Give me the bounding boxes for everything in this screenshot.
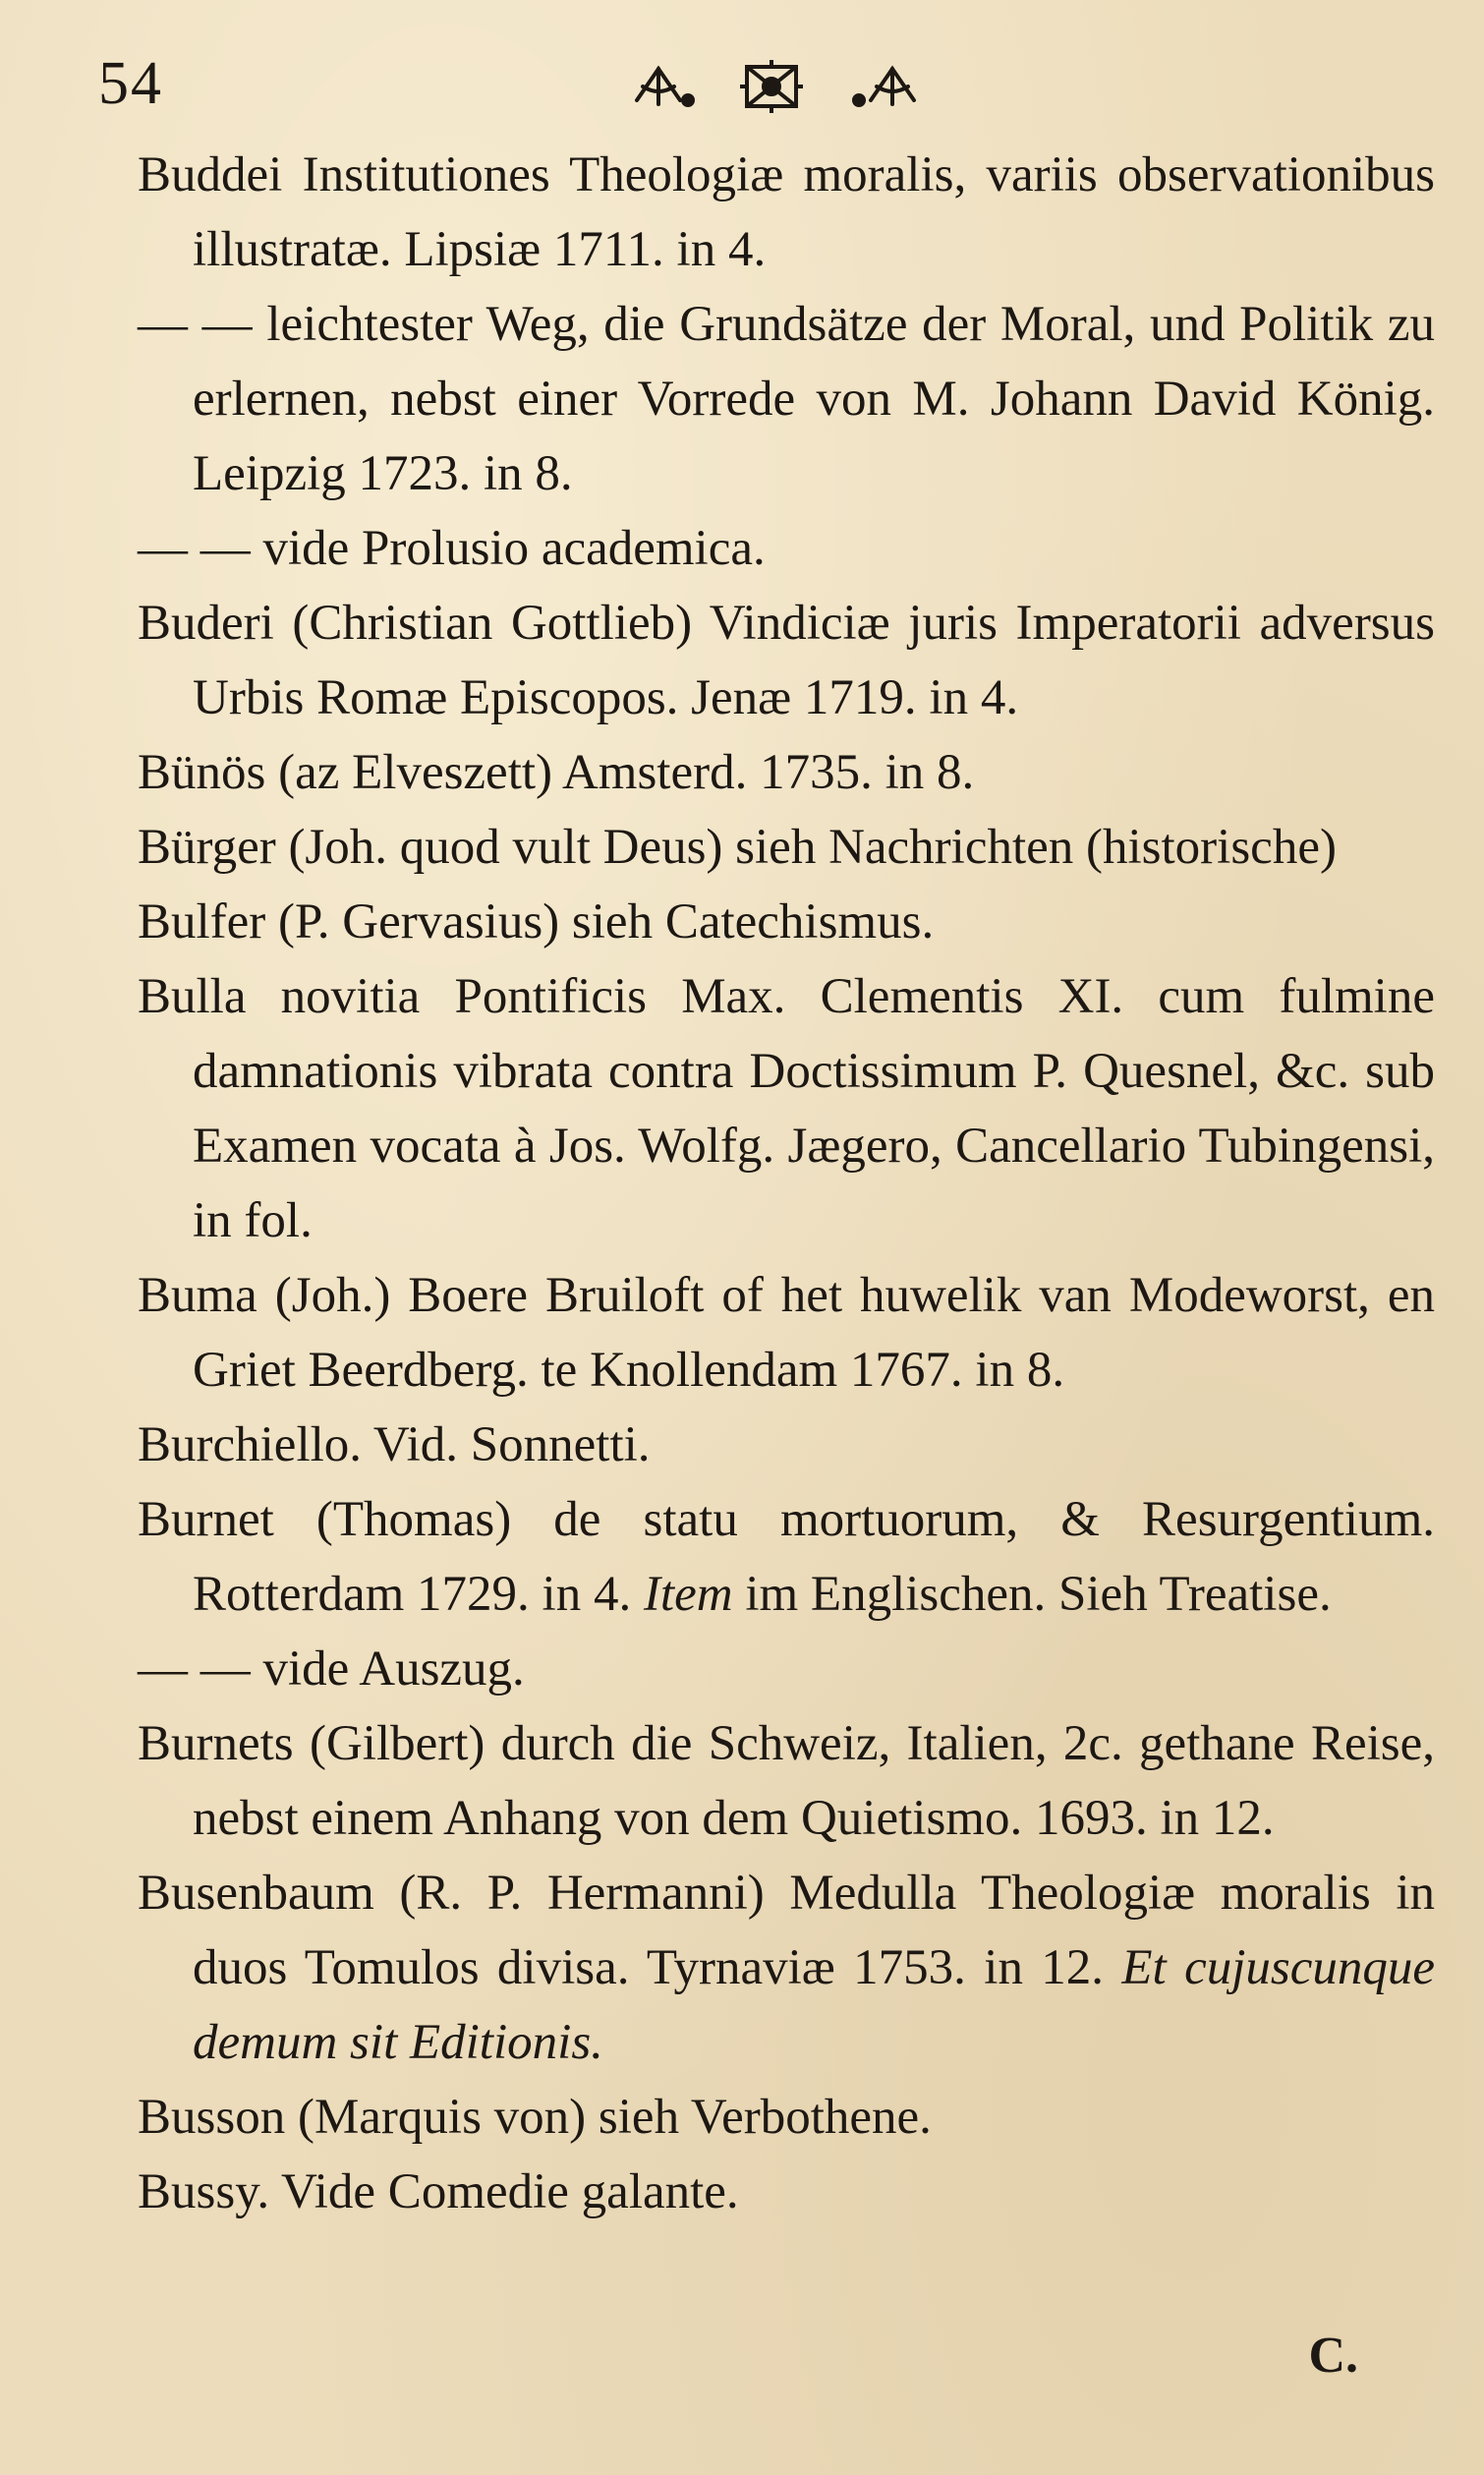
catalog-entry-buma: Buma (Joh.) Boere Bruiloft of het huwelik van Modeworst, en Griet Beerdberg. te Knollendam 1767. in 8. [138,1268,1435,1398]
catalog-entry-burnet-thomas [138,1482,1435,1632]
catalog-entry-bulla: Bulla novitia Pontificis Max. Clementis XI. cum fulmine damnationis vibrata contra Doctissimum P. Quesnel, &c. sub Examen vocata à Jos. Wolfg. Jægero, Cancellario Tubingensi, in fol. [138,969,1435,1248]
entry-italic: Et cujuscunque demum sit Editionis. [193,1940,1436,2070]
catalog-entry-busenbaum [138,1856,1435,2080]
catchword: C. [1308,2328,1358,2384]
catalog-entry-buderi: Buderi (Christian Gottlieb) Vindiciæ juris Imperatorii adversus Urbis Romæ Episcopos. Jenæ 1719. in 4. [138,596,1435,725]
catalog-entry-buddei-institutiones: Buddei Institutiones Theologiæ moralis, variis observationibus illustratæ. Lipsiæ 1711. in 4. [138,147,1435,277]
entry-text: Burnet (Thomas) de statu mortuorum, & Resurgentium. Rotterdam 1729. in 4. [138,1492,1435,1622]
catalog-entry-burnets-gilbert: Burnets (Gilbert) durch die Schweiz, Italien, 2c. gethane Reise, nebst einem Anhang von dem Quietismo. 1693. in 12. [138,1716,1435,1846]
catalog-entry-burchiello: Burchiello. Vid. Sonnetti. [138,1417,651,1472]
catalog-entry-buddei-prolusio: — — vide Prolusio academica. [138,521,766,576]
entry-tail: im Englischen. Sieh Treatise. [745,1567,1332,1622]
entry-italic: Item [643,1567,733,1622]
catalog-entry-bunos: Bünös (az Elveszett) Amsterd. 1735. in 8. [138,745,975,800]
catalog-entry-burger: Bürger (Joh. quod vult Deus) sieh Nachrichten (historische) [138,820,1337,875]
catalog-entry-busson: Busson (Marquis von) sieh Verbothene. [138,2090,932,2145]
catalog-entry-buddei-weg: — — leichtester Weg, die Grundsätze der Moral, und Politik zu erlernen, nebst einer Vorrede von M. Johann David König. Leipzig 1723. in 8. [138,297,1435,501]
entry-text: Busenbaum (R. P. Hermanni) Medulla Theologiæ moralis in duos Tomulos divisa. Tyrnaviæ 1753. in 12. [138,1866,1435,1995]
page-number: 54 [98,50,163,117]
page-header [0,39,1484,128]
catalog-entries [138,138,1435,2229]
fleuron-ornament-icon [629,57,924,116]
catalog-entry-bussy: Bussy. Vide Comedie galante. [138,2164,739,2219]
catalog-entry-bulfer: Bulfer (P. Gervasius) sieh Catechismus. [138,894,935,950]
catalog-entry-burnet-auszug: — — vide Auszug. [138,1641,525,1697]
